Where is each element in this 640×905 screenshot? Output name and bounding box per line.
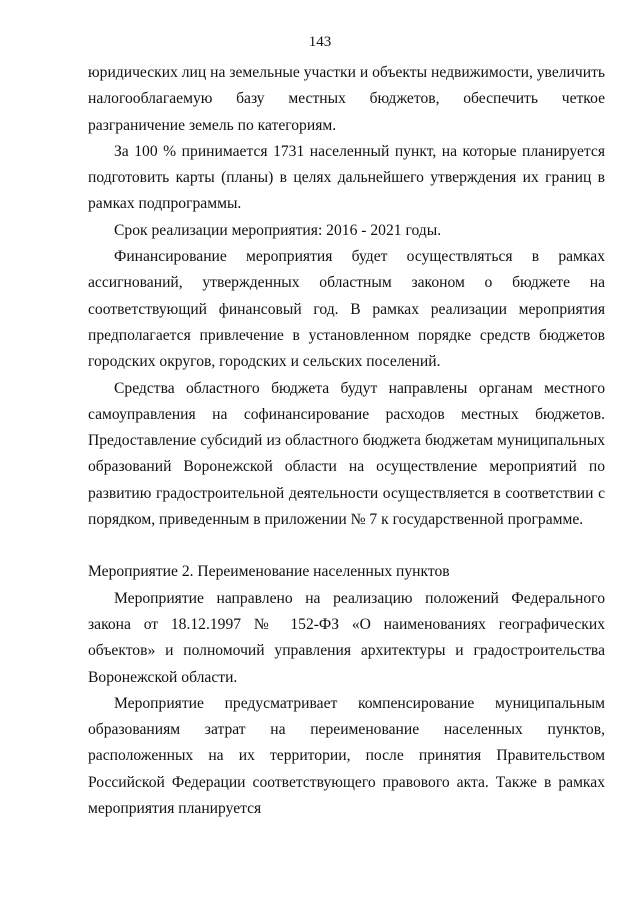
section-heading: Мероприятие 2. Переименование населенных пунктов (88, 563, 450, 581)
paragraph-regional-budget: Средства областного бюджета будут направлены органам местного самоуправления на софинансирование расходов местных бюджетов. Предоставление субсидий из областного бюджета бюджетам муниципальных образований Воронежской области на осуществление мероприятий по развитию градостроительной деятельности осуществляется в соответствии с порядком, приведенным в приложении № 7 к государственной программе. (88, 379, 605, 529)
document-body (88, 60, 605, 822)
paragraph-land-rights: юридических лиц на земельные участки и объекты недвижимости, увеличить налогооблагаемую базу местных бюджетов, обеспечить четкое разграничение земель по категориям. (88, 64, 605, 134)
paragraph-spacer (88, 533, 605, 559)
page-number: 143 (308, 34, 332, 50)
paragraph-implementation-period: Срок реализации мероприятия: 2016 - 2021 годы. (114, 221, 442, 239)
paragraph-compensation: Мероприятие предусматривает компенсирование муниципальным образованиям затрат на переименование населенных пунктов, расположенных на их территории, после принятия Правительством Российской Федерации соответствующего правового акта. Также в рамках мероприятия планируется (88, 694, 605, 818)
paragraph-financing: Финансирование мероприятия будет осуществляться в рамках ассигнований, утвержденных областным законом о бюджете на соответствующий финансовый год. В рамках реализации мероприятия предполагается привлечение в установленном порядке средств бюджетов городских округов, городских и сельских поселений. (88, 248, 605, 371)
paragraph-federal-law: Мероприятие направлено на реализацию положений Федерального закона от 18.12.1997 № 152-ФЗ «О наименованиях географических объектов» и полномочий управления архитектуры и градостроительства Воронежской области. (88, 589, 605, 686)
paragraph-settlements-count: За 100 % принимается 1731 населенный пункт, на которые планируется подготовить карты (планы) в целях дальнейшего утверждения их границ в рамках подпрограммы. (88, 142, 605, 213)
